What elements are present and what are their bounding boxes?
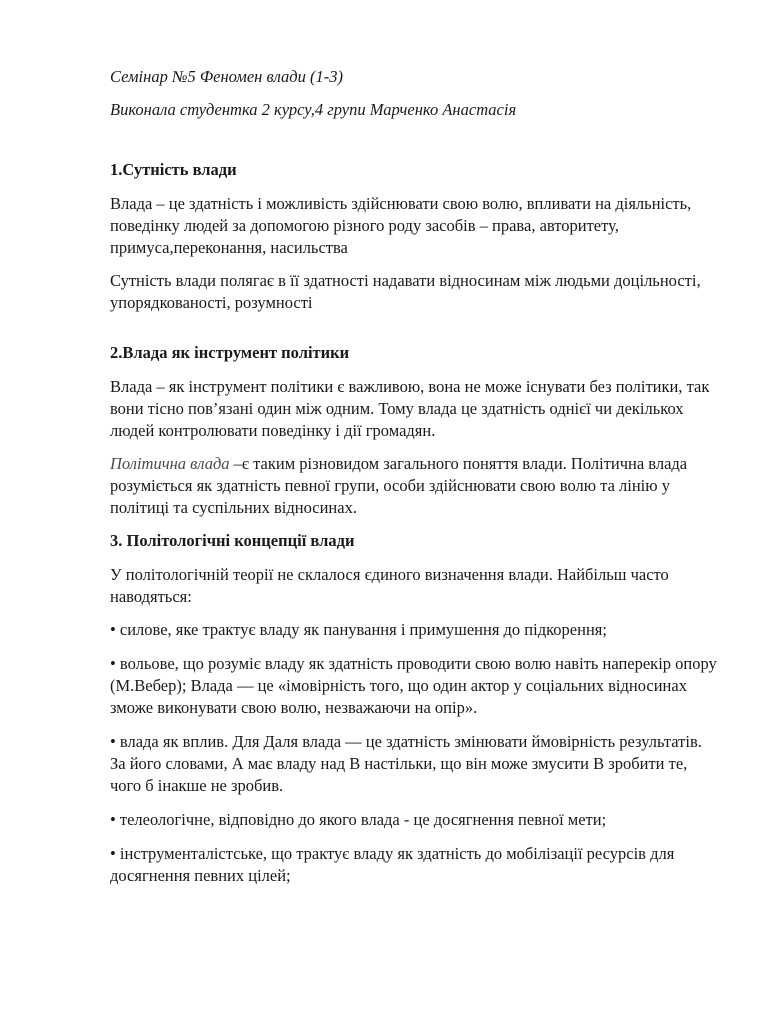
section-2-paragraph-2 [110, 453, 720, 519]
section-2-heading: 2.Влада як інструмент політики [110, 343, 350, 362]
author-line: Виконала студентка 2 курсу,4 групи Марченко Анастасія [110, 100, 517, 119]
section-2-paragraph-1: Влада – як інструмент політики є важливою, вона не може існувати без політики, так вони тісно пов’язані один між одним. Тому влада це здатність однієї чи декількох людей контролювати поведінку і дії громадян. [110, 377, 710, 440]
section-1-heading: 1.Сутність влади [110, 160, 237, 179]
list-item: • телеологічне, відповідно до якого влада - це досягнення певної мети; [110, 810, 607, 829]
section-1-paragraph-1: Влада – це здатність і можливість здійснювати свою волю, впливати на діяльність, поведінку людей за допомогою різного роду засобів – права, авторитету, примуса,переконання, насильства [110, 194, 692, 257]
list-item: • вольове, що розуміє владу як здатність проводити свою волю навіть наперекір опору (М.Вебер); Влада — це «імовірність того, що один актор у соціальних відносинах зможе виконувати свою волю, незважаючи на опір». [110, 654, 717, 717]
political-power-term: Політична влада [110, 454, 230, 473]
section-3-intro: У політологічній теорії не склалося єдиного визначення влади. Найбільш часто наводяться: [110, 565, 669, 606]
list-item: • інструменталістське, що трактує владу як здатність до мобілізації ресурсів для досягнення певних цілей; [110, 844, 675, 885]
list-item: • силове, яке трактує владу як панування і примушення до підкорення; [110, 620, 607, 639]
section-3-heading: 3. Політологічні концепції влади [110, 531, 355, 550]
document-page [110, 66, 720, 899]
list-item: • влада як вплив. Для Даля влада — це здатність змінювати ймовірність результатів. За його словами, А має владу над В настільки, що він може змусити В зробити те, чого б інакше не зробив. [110, 732, 702, 795]
section-1-paragraph-2: Сутність влади полягає в її здатності надавати відносинам між людьми доцільності, упорядкованості, розумності [110, 271, 701, 312]
political-power-definition: –є таким різновидом загального поняття влади. Політична влада розуміється як здатність певної групи, особи здійснювати свою волю та лінію у політиці та суспільних відносинах. [110, 454, 688, 517]
seminar-title: Семінар №5 Феномен влади (1-3) [110, 67, 343, 86]
